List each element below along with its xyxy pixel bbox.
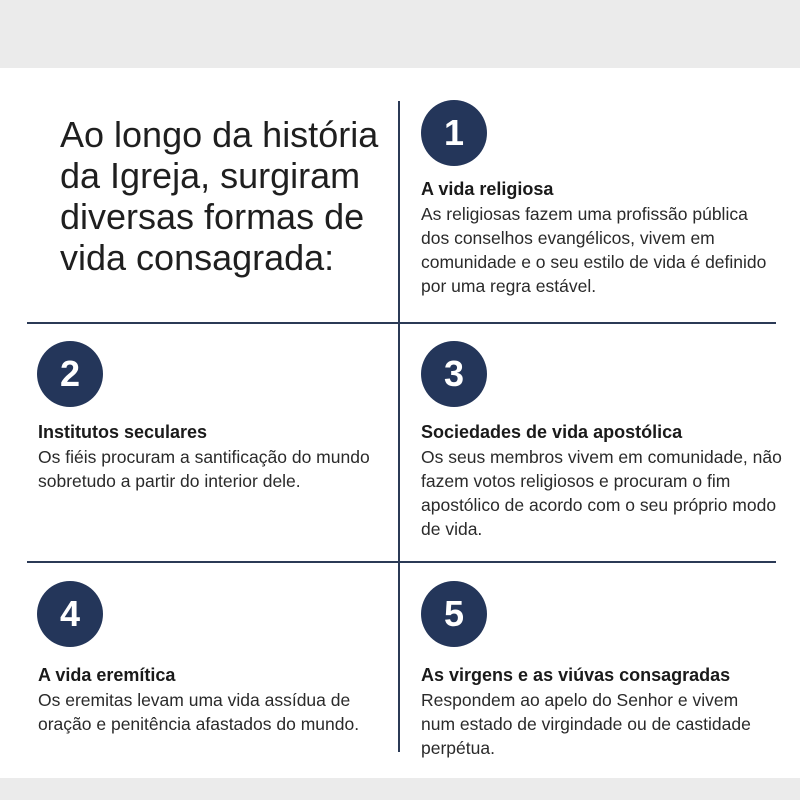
top-band [0,0,800,68]
item-2-title: Institutos seculares [38,422,208,442]
number-badge-4: 4 [37,581,103,647]
horizontal-divider-top [27,322,776,324]
item-4-description: Os eremitas levam uma vida assídua de oração e penitência afastados do mundo. [38,690,360,734]
item-2-description: Os fiéis procuram a santificação do mundo sobretudo a partir do interior dele. [38,447,370,491]
item-3-title: Sociedades de vida apostólica [421,422,683,442]
item-1-description: As religiosas fazem uma profissão pública dos conselhos evangélicos, vivem em comunidade e o seu estilo de vida é definido por uma regra estável. [421,204,767,296]
item-4-title: A vida eremítica [38,665,176,685]
number-badge-2: 2 [37,341,103,407]
item-5-description: Respondem ao apelo do Senhor e vivem num estado de virgindade ou de castidade perpétua. [421,690,751,758]
bottom-band [0,778,800,800]
item-5-title: As virgens e as viúvas consagradas [421,665,731,685]
horizontal-divider-bottom [27,561,776,563]
vertical-divider [398,101,400,752]
number-badge-5: 5 [421,581,487,647]
number-badge-3: 3 [421,341,487,407]
item-3-description: Os seus membros vivem em comunidade, não fazem votos religiosos e procuram o fim apostólico de acordo com o seu próprio modo de vida. [421,447,782,539]
item-1-title: A vida religiosa [421,179,554,199]
intro-heading: Ao longo da história da Igreja, surgiram diversas formas de vida consagrada: [60,114,379,278]
number-badge-1: 1 [421,100,487,166]
